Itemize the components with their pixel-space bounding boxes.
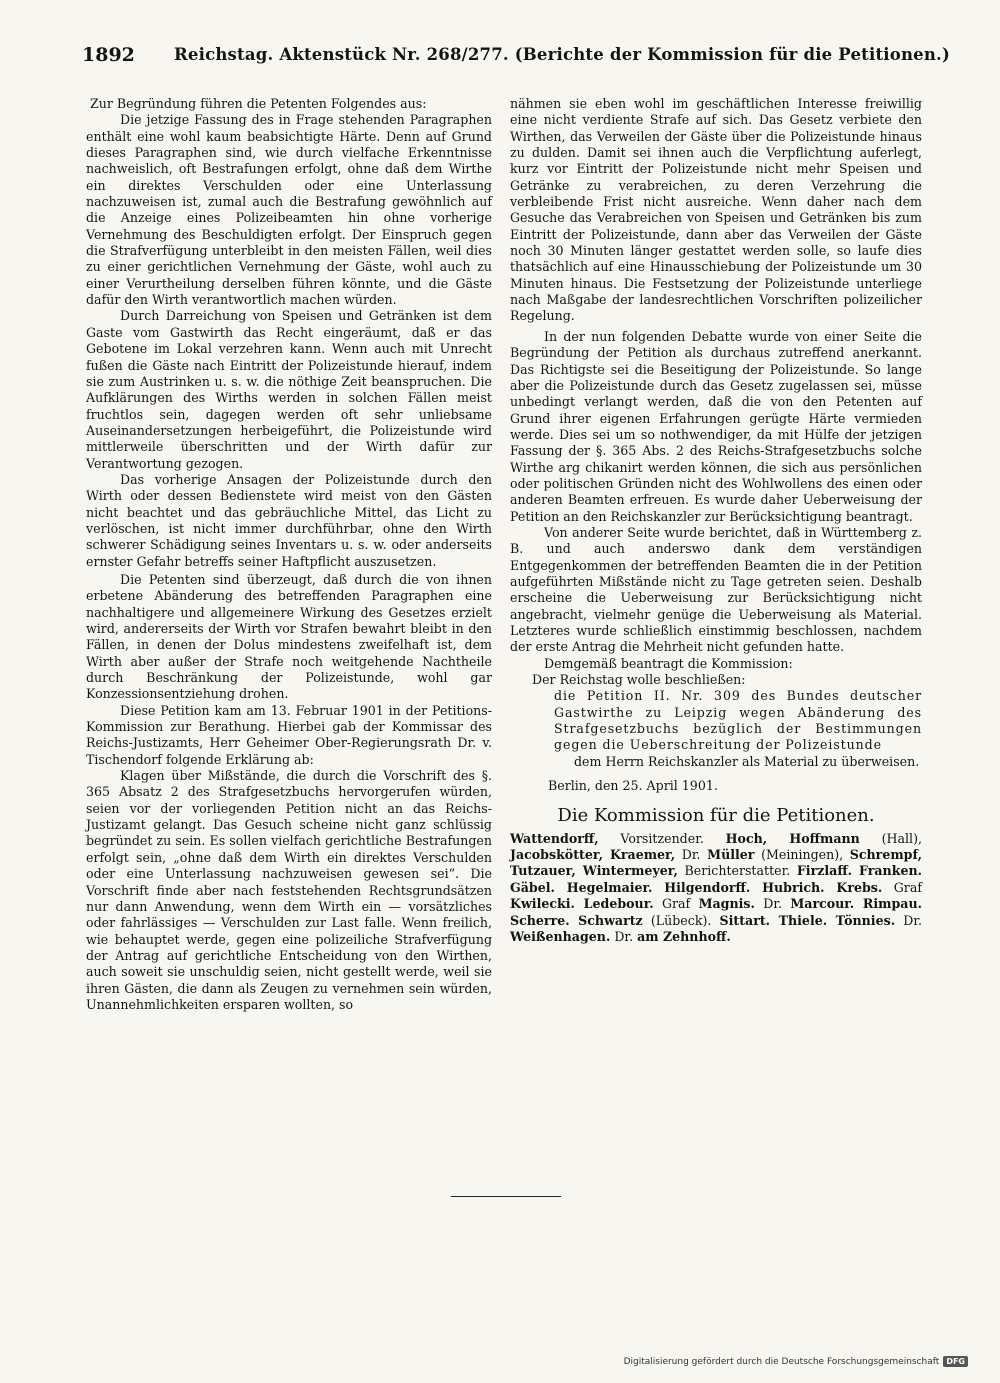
dfg-logo-icon: DFG — [943, 1356, 968, 1367]
member-note: Berichterstatter. — [677, 863, 797, 879]
paragraph: Durch Darreichung von Speisen und Getränken ist dem Gaste vom Gastwirth das Recht eingeräumt, daß er das Gebotene im Lokal verzehren kann. Wenn auch mit Unrecht fußen die Gäste nach Eintritt der Polizeistunde hierauf, indem sie zum Austrinken u. s. w. die nöthige Zeit beanspruchen. Die Aufklärungen des Wirths werden in solchen Fällen meist fruchtlos sein, dagegen werden oft sehr unliebsame Auseinandersetzungen herbeigeführt, die Polizeistunde wird mittlerweile überschritten und der Wirth dafür zur Verantwortung gezogen. — [86, 308, 492, 471]
page-number: 1892 — [82, 44, 135, 66]
date-line: Berlin, den 25. April 1901. — [548, 778, 718, 794]
member-note: Dr. — [610, 928, 638, 944]
paragraph: nähmen sie eben wohl im geschäftlichen Interesse freiwillig eine nicht verdiente Strafe auf sich. Das Gesetz verbiete den Wirthen, das Verweilen der Gäste über die Polizeistunde hinaus zu dulden. Damit sei ihnen auch die Verpflichtung auferlegt, kurz vor Eintritt der Polizeistunde nicht mehr Speisen und Getränke zu verabreichen, zu deren Verzehrung die verbleibende Frist nicht ausreiche. Wenn daher nach dem Gesuche das Verabreichen von Speisen und Getränken bis zum Eintritt der Polizeistunde, dann aber das Verweilen der Gäste noch 30 Minuten länger gestattet werden solle, so laufe dies thatsächlich auf eine Hinausschiebung der Polizeistunde um 30 Minuten hinaus. Die Festsetzung der Polizeistunde unterliege nach Maßgabe der landesrechtlichen Vorschriften polizeilicher Regelung. — [510, 96, 922, 324]
right-column — [510, 96, 922, 945]
paragraph: Von anderer Seite wurde berichtet, daß in Württemberg z. B. und auch anderswo dank dem verständigen Entgegenkommen der betreffenden Beamten die in der Petition aufgeführten Mißstände nicht zu Tage getreten seien. Deshalb erscheine die Ueberweisung zur Berücksichtigung nicht angebracht, vielmehr genüge die Ueberweisung als Material. Letzteres wurde schließlich einstimmig beschlossen, nachdem der erste Antrag die Mehrheit nicht gefunden hatte. — [510, 524, 922, 655]
running-title: Reichstag. Aktenstück Nr. 268/277. (Berichte der Kommission für die Petitionen.) — [174, 45, 950, 64]
member-name: Jacobskötter, Kraemer, — [510, 847, 676, 863]
member-name: Kwilecki. Ledebour. — [510, 896, 654, 912]
paragraph: Die Petenten sind überzeugt, daß durch die von ihnen erbetene Abänderung des betreffenden Paragraphen eine nachhaltigere und allgemeinere Wirkung des Gesetzes erzielt wird, andererseits der Wirth vor Strafen bewahrt bleibt in den Fällen, in denen der Dolus mindestens zweifelhaft ist, dem Wirth aber außer der Strafe noch weitgehende Nachtheile durch Beschränkung der Polizeistunde, wohl gar Konzessionsentziehung drohen. — [86, 571, 492, 702]
member-name: Marcour. Rimpau. Scherre. Schwartz — [510, 896, 922, 928]
resolution-text: die Petition II. Nr. 309 des Bundes deutscher Gastwirthe zu Leipzig wegen Abänderung des Strafgesetzbuchs bezüglich der Bestimmungen gegen die Ueberschreitung der Polizeistunde — [554, 688, 922, 753]
member-name: Hoch, Hoffmann — [725, 830, 860, 846]
section-divider — [451, 1196, 561, 1197]
member-name: Magnis. — [698, 896, 755, 912]
paragraph: In der nun folgenden Debatte wurde von einer Seite die Begründung der Petition als durchaus zutreffend anerkannt. Das Richtigste sei die Beseitigung der Polizeistunde. So lange aber die Polizeistunde durch das Gesetz zugelassen sei, müsse unbedingt verlangt werden, daß die von den Petenten auf Grund ihrer eigenen Erfahrungen gerügte Härte vermieden werde. Dies sei um so nothwendiger, da mit Hülfe der jetzigen Fassung der §. 365 Abs. 2 des Reichs-Strafgesetzbuchs solche Wirthe arg chikanirt werden können, die sich aus persönlichen oder politischen Gründen nicht des Wohlwollens des einen oder anderen Beamten erfreuen. Es wurde daher Ueberweisung der Petition an den Reichskanzler zur Berücksichtigung beantragt. — [510, 328, 922, 524]
footer-credit: Digitalisierung gefördert durch die Deutsche Forschungsgemeinschaft — [623, 1356, 940, 1367]
paragraph: Klagen über Mißstände, die durch die Vorschrift des §. 365 Absatz 2 des Strafgesetzbuchs hervorgerufen würden, seien vor der vorliegenden Petition nicht an das Reichs-Justizamt gelangt. Das Gesuch scheine nicht ganz schlüssig begründet zu sein. Es sollen vielfach gerichtliche Bestrafungen erfolgt sein, „ohne daß dem Wirth ein direktes Verschulden oder eine Unterlassung nachzuweisen gewesen sei“. Die Vorschrift finde aber nach feststehenden Rechtsgrundsätzen nur dann Anwendung, wenn dem Wirth ein — vorsätzliches oder fahrlässiges — Verschulden zur Last falle. Wenn freilich, wie behauptet werde, gegen eine polizeiliche Strafverfügung der Antrag auf gerichtliche Entscheidung von den Wirthen, auch soweit sie unschuldig seien, nicht gestellt werde, weil sie ihren Gästen, die dann als Zeugen zu vernehmen sein würden, Unannehmlichkeiten ersparen wollten, so — [86, 768, 492, 1012]
footer — [624, 1356, 968, 1367]
member-note: Vorsitzender. — [598, 830, 726, 846]
paragraph: Das vorherige Ansagen der Polizeistunde durch den Wirth oder dessen Bedienstete wird meist von den Gästen nicht beachtet und das gebräuchliche Mittel, das Licht zu verlöschen, ist nicht immer durchführbar, ohne den Wirth schwerer Schädigung seines Inventars u. s. w. oder anderseits ernster Gefahr betreffs seiner Haftpflicht auszusetzen. — [86, 471, 492, 569]
member-note: (Lübeck). — [642, 912, 720, 928]
member-note: (Hall), — [859, 830, 922, 846]
resolution-action: dem Herrn Reichskanzler als Material zu überweisen. — [574, 753, 920, 769]
member-name: Firzlaff. Franken. Gäbel. Hegelmaier. Hilgendorff. Hubrich. Krebs. — [510, 863, 922, 895]
left-column — [86, 96, 492, 1013]
paragraph: Diese Petition kam am 13. Februar 1901 in der Petitions-Kommission zur Berathung. Hierbei gab der Kommissar des Reichs-Justizamts, Herr Geheimer Ober-Regierungsrath Dr. v. Tischendorf folgende Erklärung ab: — [86, 702, 492, 767]
commission-members — [510, 831, 922, 945]
commission-title: Die Kommission für die Petitionen. — [557, 805, 875, 827]
member-name: am Zehnhoff. — [637, 928, 731, 944]
member-note: Dr. — [675, 847, 708, 863]
page-header — [82, 44, 950, 72]
member-name: Sittart. Thiele. Tönnies. — [719, 912, 896, 928]
member-note: (Meiningen), — [754, 847, 850, 863]
resolution-intro: Der Reichstag wolle beschließen: — [532, 672, 746, 688]
member-name: Weißenhagen. — [510, 928, 611, 944]
member-note: Graf — [882, 879, 922, 895]
paragraph: Die jetzige Fassung des in Frage stehenden Paragraphen enthält eine wohl kaum beabsichtigte Härte. Denn auf Grund dieses Paragraphen sind, wie durch vielfache Erkenntnisse nachweislich, oft Bestrafungen erfolgt, ohne daß dem Wirthe ein direktes Verschulden oder eine Unterlassung nachzuweisen ist, zumal auch die Bestrafung gewöhnlich auf die Anzeige eines Polizeibeamten hin ohne vorherige Vernehmung des Beschuldigten erfolgt. Der Einspruch gegen die Strafverfügung unterbleibt in den meisten Fällen, weil dies zu einer gerichtlichen Vernehmung der Gäste, wohl auch zu einer Verurtheilung derselben führen könnte, und die Gäste dafür den Wirth verantwortlich machen würden. — [86, 112, 492, 308]
member-name: Müller — [707, 847, 755, 863]
member-note: Dr. — [754, 896, 791, 912]
paragraph: Demgemäß beantragt die Kommission: — [544, 655, 793, 671]
member-name: Schrempf, Tutzauer, Wintermeyer, — [510, 847, 922, 879]
paragraph: Zur Begründung führen die Petenten Folgendes aus: — [90, 96, 427, 111]
member-note: Graf — [653, 896, 699, 912]
member-name: Wattendorff, — [510, 830, 599, 846]
member-note: Dr. — [895, 912, 922, 928]
